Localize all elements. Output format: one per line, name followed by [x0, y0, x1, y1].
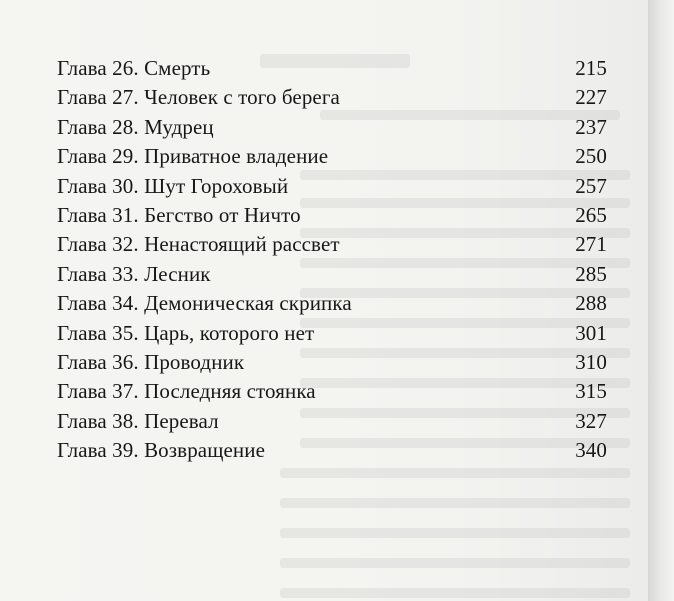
toc-entry-page: 237 [575, 114, 607, 139]
toc-entry-title: Глава 28. Мудрец [57, 114, 214, 139]
toc-entry-title: Глава 30. Шут Гороховый [57, 173, 289, 198]
toc-entry-page: 265 [575, 202, 607, 227]
toc-entry-page: 257 [575, 173, 607, 198]
toc-entry [57, 377, 607, 406]
toc-entry-title: Глава 27. Человек с того берега [57, 85, 340, 110]
toc-entry-title: Глава 32. Ненастоящий рассвет [57, 232, 340, 257]
toc-entry-page: 310 [575, 349, 607, 374]
toc-entry-page: 227 [575, 85, 607, 110]
toc-entry [57, 83, 607, 112]
toc-entry [57, 172, 607, 201]
toc-entry-title: Глава 36. Проводник [57, 349, 245, 374]
toc-entry-page: 285 [575, 261, 607, 286]
toc-entry [57, 230, 607, 259]
toc-entry-page: 340 [575, 438, 607, 463]
toc-entry-page: 327 [575, 408, 607, 433]
toc-entry-title: Глава 26. Смерть [57, 56, 211, 80]
table-of-contents [57, 54, 607, 465]
toc-entry-title: Глава 39. Возвращение [57, 438, 265, 463]
toc-entry [57, 201, 607, 230]
toc-entry-page: 271 [575, 232, 607, 257]
toc-entry [57, 113, 607, 142]
toc-entry-page: 288 [575, 291, 607, 316]
toc-entry-title: Глава 31. Бегство от Ничто [57, 202, 301, 227]
book-spine-edge [648, 0, 674, 601]
toc-entry-page: 250 [575, 144, 607, 169]
toc-entry-title: Глава 33. Лесник [57, 261, 211, 286]
toc-entry-page: 301 [575, 320, 607, 345]
toc-entry-title: Глава 34. Демоническая скрипка [57, 291, 352, 316]
toc-entry [57, 289, 607, 318]
toc-entry [57, 348, 607, 377]
toc-entry-page: 215 [575, 56, 607, 80]
toc-entry-title: Глава 29. Приватное владение [57, 144, 329, 169]
toc-entry [57, 260, 607, 289]
toc-entry [57, 407, 607, 436]
toc-entry [57, 436, 607, 465]
toc-entry-title: Глава 38. Перевал [57, 408, 219, 433]
toc-entry [57, 142, 607, 171]
toc-entry [57, 319, 607, 348]
toc-entry-page: 315 [575, 379, 607, 404]
toc-entry-title: Глава 35. Царь, которого нет [57, 320, 315, 345]
toc-entry-title: Глава 37. Последняя стоянка [57, 379, 316, 404]
toc-entry [57, 54, 607, 83]
